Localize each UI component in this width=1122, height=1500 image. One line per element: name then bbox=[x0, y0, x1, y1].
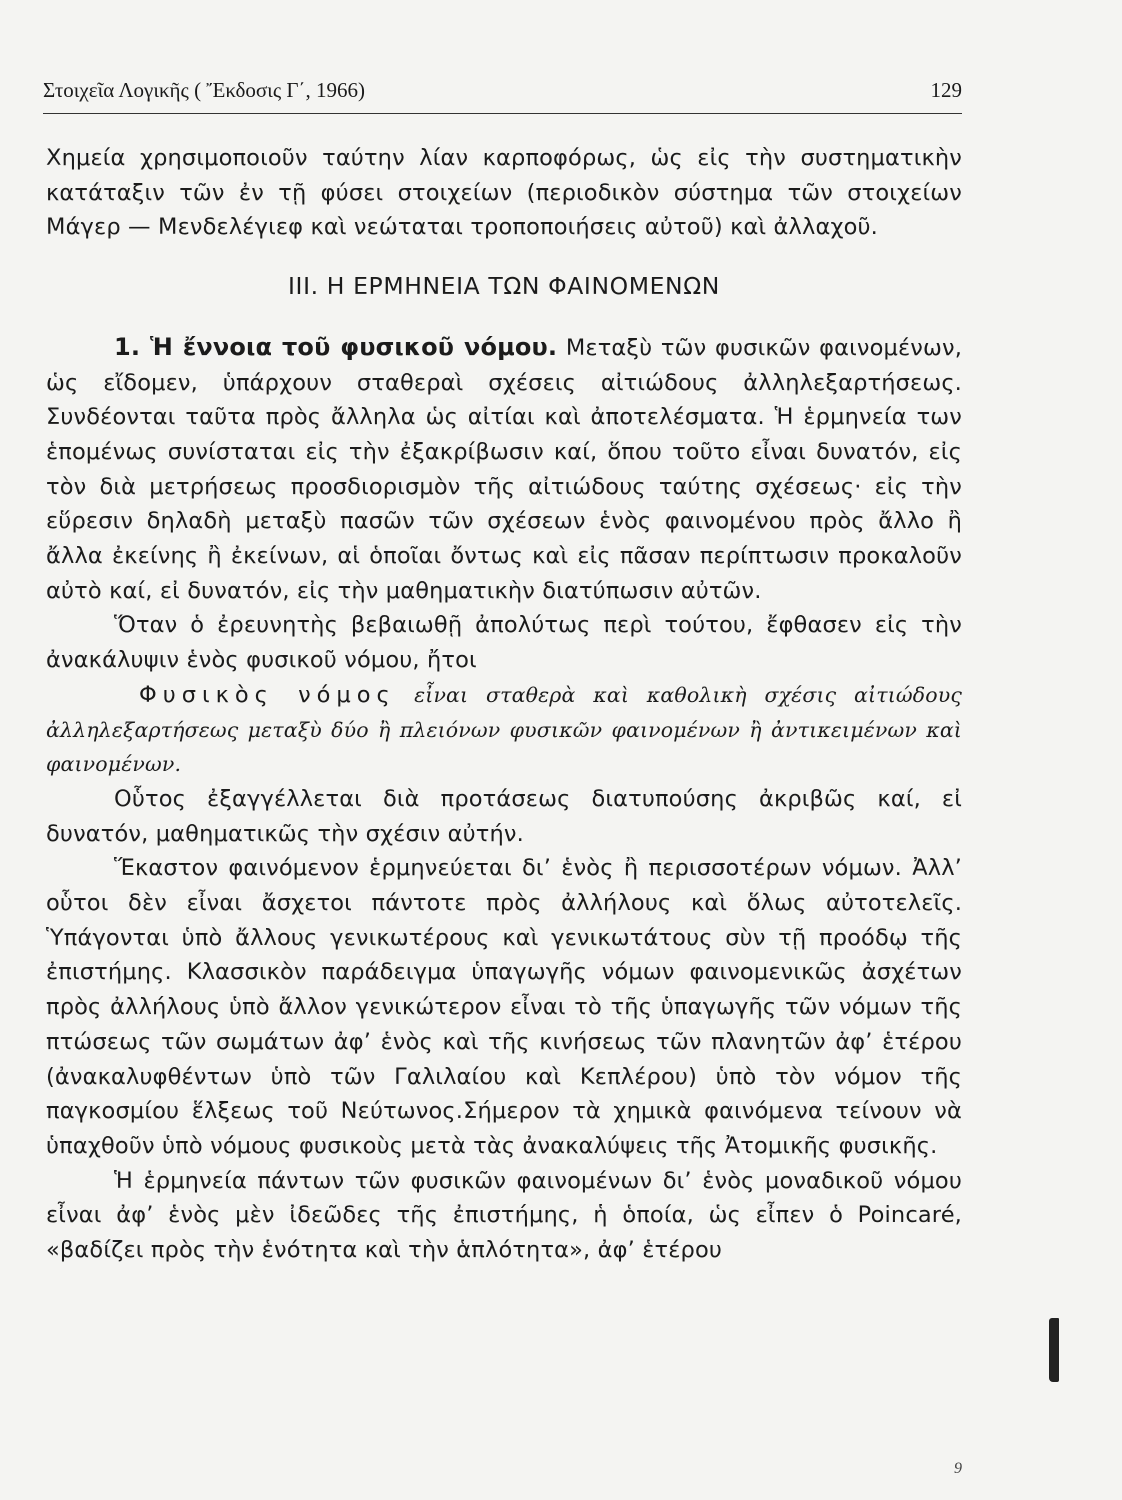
signature-mark: 9 bbox=[954, 1460, 962, 1477]
paragraph-unity: Ἡ ἑρμηνεία πάντων τῶν φυσικῶν φαινομένων δι’ ἑνὸς μοναδικοῦ νόμου εἶναι ἀφ’ ἑνὸς μὲν ἰδεῶδες τῆς ἐπιστήμης, ἡ ὁποία, ὡς εἶπεν ὁ Poincaré, «βαδίζει πρὸς τὴν ἑνότητα καὶ τὴν ἁπλότητα», ἀφ’ ἑτέρου bbox=[46, 1167, 962, 1264]
subsection-title: 1. Ἡ ἔννοια τοῦ φυσικοῦ νόμου. bbox=[114, 332, 558, 361]
subsection-paragraph bbox=[46, 330, 962, 609]
running-header-title: Στοιχεῖα Λογικῆς ( Ἔκδοσις Γ΄, 1966) bbox=[43, 78, 366, 102]
definition-paragraph bbox=[46, 678, 962, 782]
definition-text: εἶναι σταθερὰ καὶ καθολικὴ σχέσις αἰτιώδους ἀλληλεξαρτήσεως μεταξὺ δύο ἢ πλειόνων φυσικῶν φαινομένων ἢ ἀντικειμένων καὶ φαινομένων. bbox=[46, 682, 962, 777]
section-heading: III. Η ΕΡΜΗΝΕΙΑ ΤΩΝ ΦΑΙΝΟΜΕΝΩΝ bbox=[288, 272, 720, 301]
subsection-text: Μεταξὺ τῶν φυσικῶν φαινομένων, ὡς εἴδομεν, ὑπάρχουν σταθεραὶ σχέσεις αἰτιώδους ἀλληλεξαρτήσεως. Συνδέονται ταῦτα πρὸς ἄλληλα ὡς αἰτίαι καὶ ἀποτελέσματα. Ἡ ἑρμηνεία των ἑπομένως συνίσταται εἰς τὴν ἐξακρίβωσιν καί, ὅπου τοῦτο εἶναι δυνατόν, εἰς τὸν διὰ μετρήσεως προσδιορισμὸν τῆς αἰτιώδους ταύτης σχέσεως· εἰς τὴν εὕρεσιν δηλαδὴ μεταξὺ πασῶν τῶν σχέσεων ἑνὸς φαινομένου πρὸς ἄλλο ἢ ἄλλα ἐκείνης ἢ ἐκείνων, αἱ ὁποῖαι ὄντως καὶ εἰς πᾶσαν περίπτωσιν προκαλοῦν αὐτὸ καί, εἰ δυνατόν, εἰς τὴν μαθηματικὴν διατύπωσιν αὐτῶν. bbox=[46, 334, 962, 604]
running-header bbox=[43, 78, 962, 108]
header-rule bbox=[43, 113, 962, 114]
paragraph-proposition: Οὗτος ἐξαγγέλλεται διὰ προτάσεως διατυπούσης ἀκριβῶς καί, εἰ δυνατόν, μαθηματικῶς τὴν σχέσιν αὐτήν. bbox=[46, 785, 962, 847]
page-body bbox=[46, 141, 962, 1268]
page-number: 129 bbox=[930, 78, 962, 102]
intro-paragraph: Χημεία χρησιμοποιοῦν ταύτην λίαν καρποφόρως, ὡς εἰς τὴν συστηματικὴν κατάταξιν τῶν ἐν τῇ φύσει στοιχείων (περιοδικὸν σύστημα τῶν στοιχείων Μάγερ — Μενδελέγιεφ καὶ νεώταται τροποποιήσεις αὐτοῦ) καὶ ἀλλαχοῦ. bbox=[46, 145, 962, 241]
definition-term: Φυσικὸς νόμος bbox=[139, 681, 396, 708]
paragraph-discovery: Ὅταν ὁ ἐρευνητὴς βεβαιωθῇ ἀπολύτως περὶ τούτου, ἔφθασεν εἰς τὴν ἀνακάλυψιν ἑνὸς φυσικοῦ νόμου, ἤτοι bbox=[46, 612, 962, 674]
ink-smudge bbox=[1049, 1318, 1059, 1382]
paragraph-laws: Ἕκαστον φαινόμενον ἑρμηνεύεται δι’ ἑνὸς ἢ περισσοτέρων νόμων. Ἀλλ’ οὗτοι δὲν εἶναι ἄσχετοι πάντοτε πρὸς ἀλλήλους καὶ ὅλως αὐτοτελεῖς. Ὑπάγονται ὑπὸ ἄλλους γενικωτέρους καὶ γενικωτάτους σὺν τῇ προόδῳ τῆς ἐπιστήμης. Κλασσικὸν παράδειγμα ὑπαγωγῆς νόμων φαινομενικῶς ἀσχέτων πρὸς ἀλλήλους ὑπὸ ἄλλον γενικώτερον εἶναι τὸ τῆς ὑπαγωγῆς τῶν νόμων τῆς πτώσεως τῶν σωμάτων ἀφ’ ἑνὸς καὶ τῆς κινήσεως τῶν πλανητῶν ἀφ’ ἑτέρου (ἀνακαλυφθέντων ὑπὸ τῶν Γαλιλαίου καὶ Κεπλέρου) ὑπὸ τὸν νόμον τῆς παγκοσμίου ἕλξεως τοῦ Νεύτωνος.Σήμερον τὰ χημικὰ φαινόμενα τείνουν νὰ ὑπαχθοῦν ὑπὸ νόμους φυσικοὺς μετὰ τὰς ἀνακαλύψεις τῆς Ἀτομικῆς φυσικῆς. bbox=[46, 855, 962, 1159]
